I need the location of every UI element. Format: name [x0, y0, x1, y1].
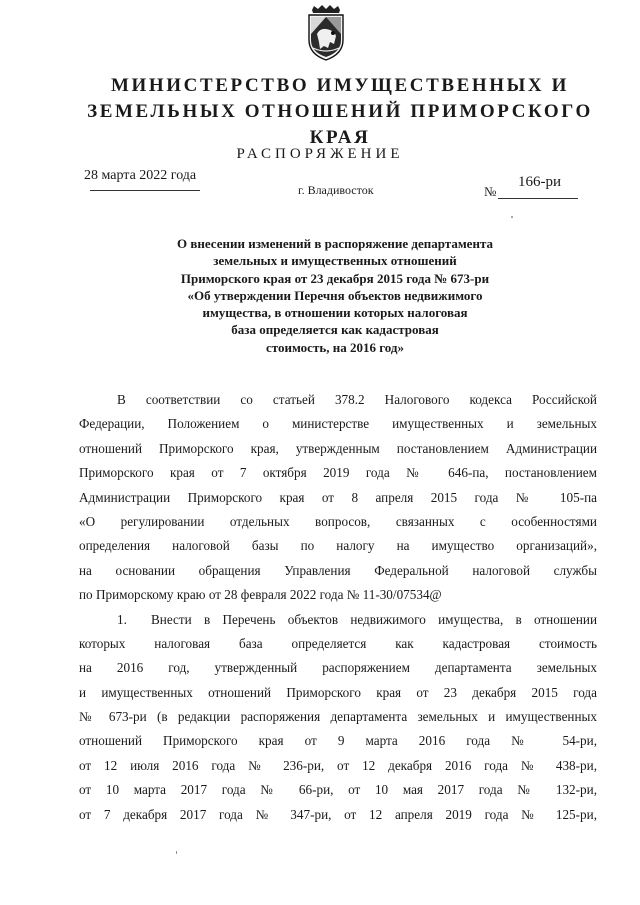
- order-number-sign: №: [484, 184, 497, 199]
- subject-line: база определяется как кадастровая: [231, 322, 439, 338]
- body-line: «О регулировании отдельных вопросов, связанных с особенностями: [79, 513, 597, 529]
- body-line: на основании обращения Управления Федеральной налоговой службы: [79, 562, 597, 578]
- body-line: по Приморскому краю от 28 февраля 2022 года № 11-30/07534@: [79, 587, 442, 603]
- subject-line: О внесении изменений в распоряжение департамента: [176, 236, 493, 251]
- body-line: от 10 марта 2017 года № 66-ри, от 10 мая 2017 года № 132-ри,: [79, 782, 597, 798]
- body-line: Федерации, Положением о министерстве имущественных и земельных: [79, 416, 597, 432]
- number-underline: [498, 198, 578, 199]
- order-city: г. Владивосток: [298, 183, 374, 197]
- order-body: [79, 388, 597, 827]
- body-line: Администрации Приморского края от 8 апреля 2015 года № 105-па: [79, 489, 597, 505]
- subject-line: Приморского края от 23 декабря 2015 года № 673-ри: [180, 270, 490, 286]
- subject-line: земельных и имущественных отношений: [213, 253, 457, 269]
- order-number: 166-ри: [518, 174, 562, 190]
- body-line: от 12 июля 2016 года № 236-ри, от 12 декабря 2016 года № 438-ри,: [79, 757, 597, 773]
- scan-speck: [176, 851, 177, 854]
- item1-first-line: [79, 608, 597, 632]
- coat-of-arms-emblem: [304, 4, 348, 62]
- subject-line: имущества, в отношении которых налоговая: [202, 305, 468, 321]
- body-line: Приморского края от 7 октября 2019 года № 646-па, постановлением: [79, 465, 597, 481]
- ministry-name-line1: МИНИСТЕРСТВО ИМУЩЕСТВЕННЫХ И: [111, 75, 569, 96]
- body-line: и имущественных отношений Приморского края от 23 декабря 2015 года: [79, 684, 597, 700]
- subject-line: «Об утверждении Перечня объектов недвижимого: [187, 287, 483, 303]
- body-line: В соответствии со статьей 378.2 Налогового кодекса Российской: [117, 392, 597, 407]
- item1-number: 1.: [117, 611, 127, 627]
- order-subject: [150, 235, 520, 356]
- body-line: на 2016 год, утвержденный распоряжением департамента земельных: [79, 660, 597, 676]
- body-line: которых налоговая база определяется как кадастровая стоимость: [79, 635, 597, 651]
- body-line: № 673-ри (в редакции распоряжения департамента земельных и имущественных: [79, 709, 597, 725]
- subject-line: стоимость, на 2016 год»: [266, 339, 404, 355]
- body-line: от 7 декабря 2017 года № 347-ри, от 12 апреля 2019 года № 125-ри,: [79, 806, 597, 822]
- ministry-name-line2: ЗЕМЕЛЬНЫХ ОТНОШЕНИЙ ПРИМОРСКОГО КРАЯ: [87, 101, 593, 148]
- body-line: определения налоговой базы по налогу на имущество организаций»,: [79, 538, 597, 554]
- order-date: 28 марта 2022 года: [84, 168, 197, 183]
- body-line: отношений Приморского края, утвержденным постановлением Администрации: [79, 440, 597, 456]
- date-underline: [90, 190, 200, 191]
- item1-line-text: Внести в Перечень объектов недвижимого имущества, в отношении: [151, 611, 597, 627]
- document-type-title: РАСПОРЯЖЕНИЕ: [236, 146, 404, 162]
- scan-speck: [511, 216, 513, 218]
- body-line: отношений Приморского края от 9 марта 2016 года № 54-ри,: [79, 733, 597, 749]
